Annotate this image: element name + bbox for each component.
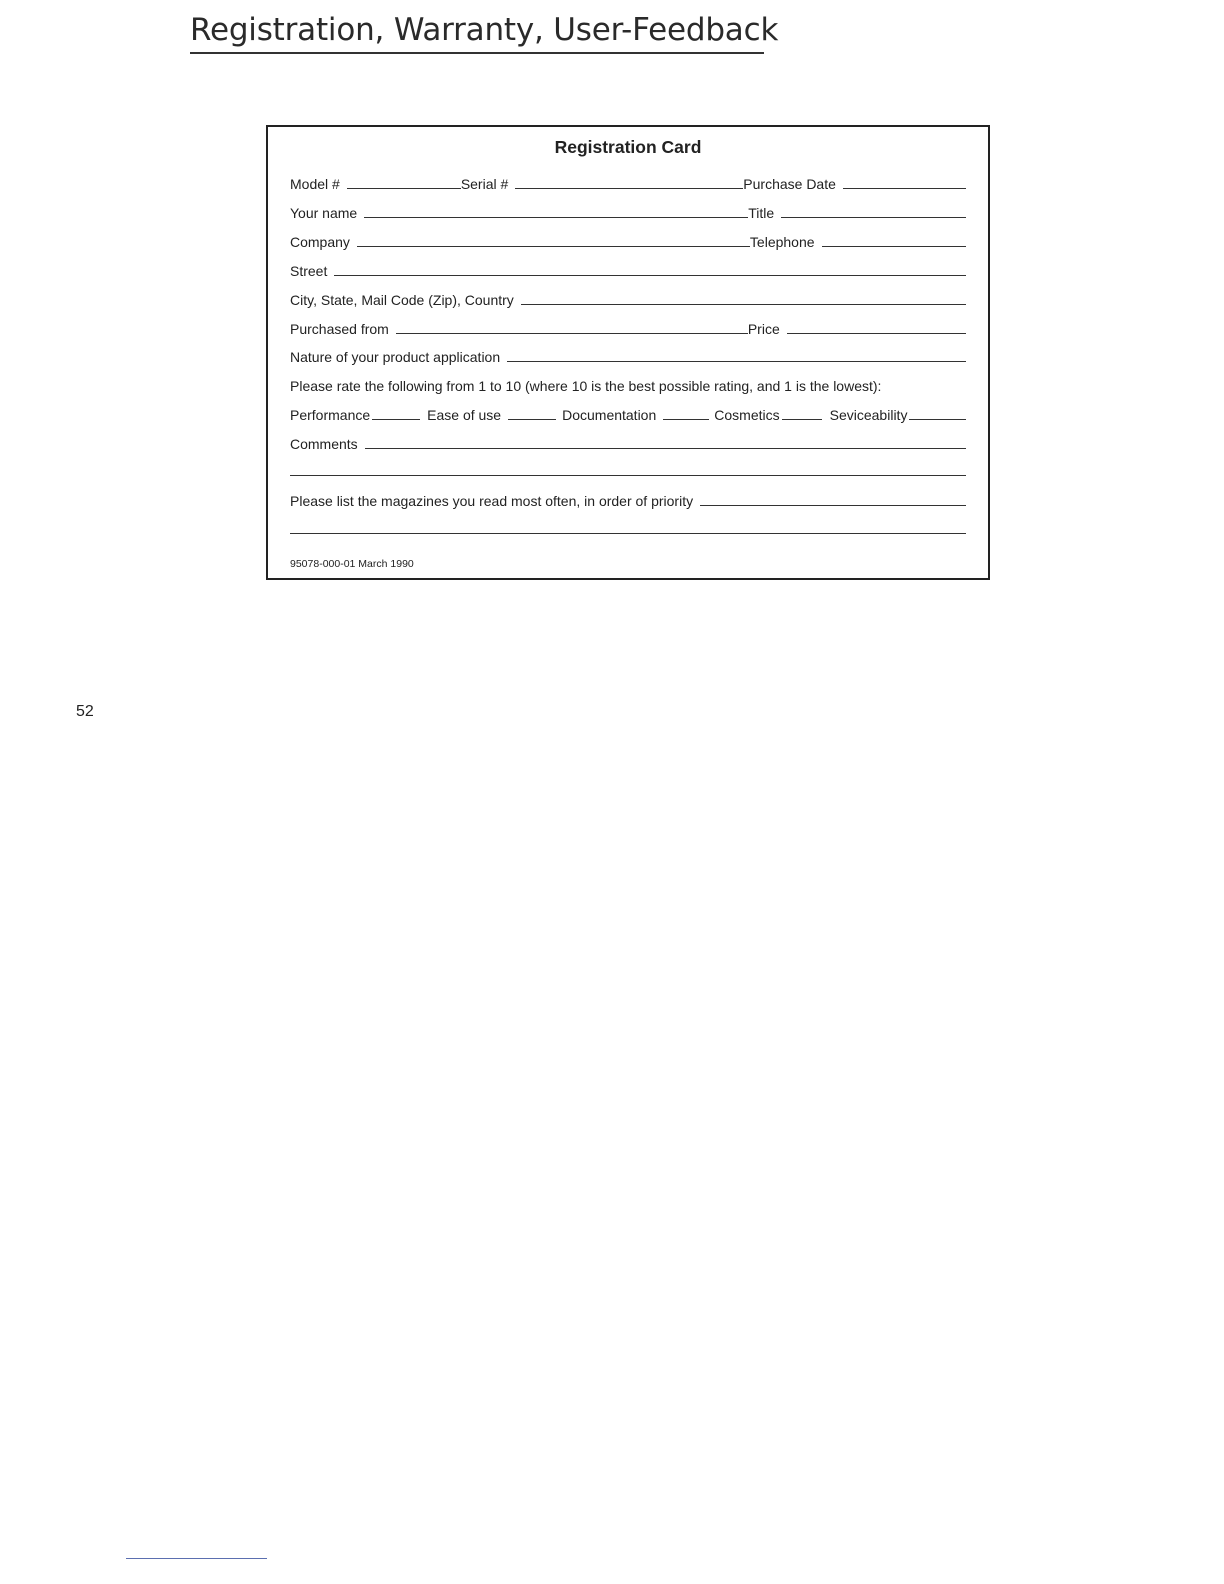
- comments-label: Comments: [290, 436, 358, 452]
- row-application: [290, 345, 966, 365]
- purchase-date-field[interactable]: [843, 188, 966, 189]
- street-field[interactable]: [334, 275, 966, 276]
- serviceability-field[interactable]: [909, 419, 966, 420]
- price-field[interactable]: [787, 333, 966, 334]
- magazines-field-continued[interactable]: [290, 533, 966, 534]
- row-company-telephone: [290, 230, 966, 250]
- row-purchased-price: [290, 317, 966, 337]
- row-city: [290, 288, 966, 308]
- ease-of-use-label: Ease of use: [427, 407, 502, 423]
- page-number: 52: [76, 703, 94, 720]
- company-label: Company: [290, 234, 350, 250]
- rating-instruction: Please rate the following from 1 to 10 (where 10 is the best possible rating, and 1 is the lowest):: [290, 378, 882, 394]
- row-street: [290, 259, 966, 279]
- page-heading: Registration, Warranty, User-Feedback: [190, 12, 779, 48]
- card-title: Registration Card: [554, 137, 702, 157]
- your-name-label: Your name: [290, 205, 358, 221]
- application-field[interactable]: [507, 361, 966, 362]
- comments-field-continued[interactable]: [290, 475, 966, 476]
- purchased-from-label: Purchased from: [290, 321, 389, 337]
- purchase-date-label: Purchase Date: [743, 176, 836, 192]
- cosmetics-label: Cosmetics: [714, 407, 780, 423]
- city-label: City, State, Mail Code (Zip), Country: [290, 292, 514, 308]
- documentation-field[interactable]: [663, 419, 709, 420]
- serial-label: Serial #: [460, 176, 509, 192]
- city-field[interactable]: [521, 304, 966, 305]
- serviceability-label: Seviceability: [829, 407, 908, 423]
- performance-label: Performance: [290, 407, 371, 423]
- title-label: Title: [748, 205, 775, 221]
- row-model-serial-date: [290, 172, 966, 192]
- magazines-field[interactable]: [700, 505, 966, 506]
- your-name-field[interactable]: [364, 217, 748, 218]
- heading-underline: [190, 52, 764, 54]
- row-magazines: [290, 489, 966, 509]
- row-rating-instruction: [290, 374, 966, 394]
- telephone-label: Telephone: [749, 234, 815, 250]
- application-label: Nature of your product application: [290, 349, 501, 365]
- cosmetics-field[interactable]: [782, 419, 822, 420]
- purchased-from-field[interactable]: [396, 333, 748, 334]
- telephone-field[interactable]: [822, 246, 966, 247]
- serial-field[interactable]: [515, 188, 743, 189]
- title-field[interactable]: [781, 217, 966, 218]
- documentation-label: Documentation: [562, 407, 657, 423]
- ease-of-use-field[interactable]: [508, 419, 556, 420]
- model-label: Model #: [290, 176, 340, 192]
- comments-field[interactable]: [365, 448, 966, 449]
- row-name-title: [290, 201, 966, 221]
- company-field[interactable]: [357, 246, 750, 247]
- row-ratings: [290, 403, 966, 423]
- street-label: Street: [290, 263, 328, 279]
- registration-card: [266, 125, 990, 580]
- row-comments: [290, 432, 966, 452]
- price-label: Price: [747, 321, 780, 337]
- performance-field[interactable]: [372, 419, 420, 420]
- magazines-label: Please list the magazines you read most often, in order of priority: [290, 493, 694, 509]
- footer-rule: [126, 1558, 267, 1559]
- model-field[interactable]: [347, 188, 461, 189]
- form-code: 95078-000-01 March 1990: [290, 558, 414, 570]
